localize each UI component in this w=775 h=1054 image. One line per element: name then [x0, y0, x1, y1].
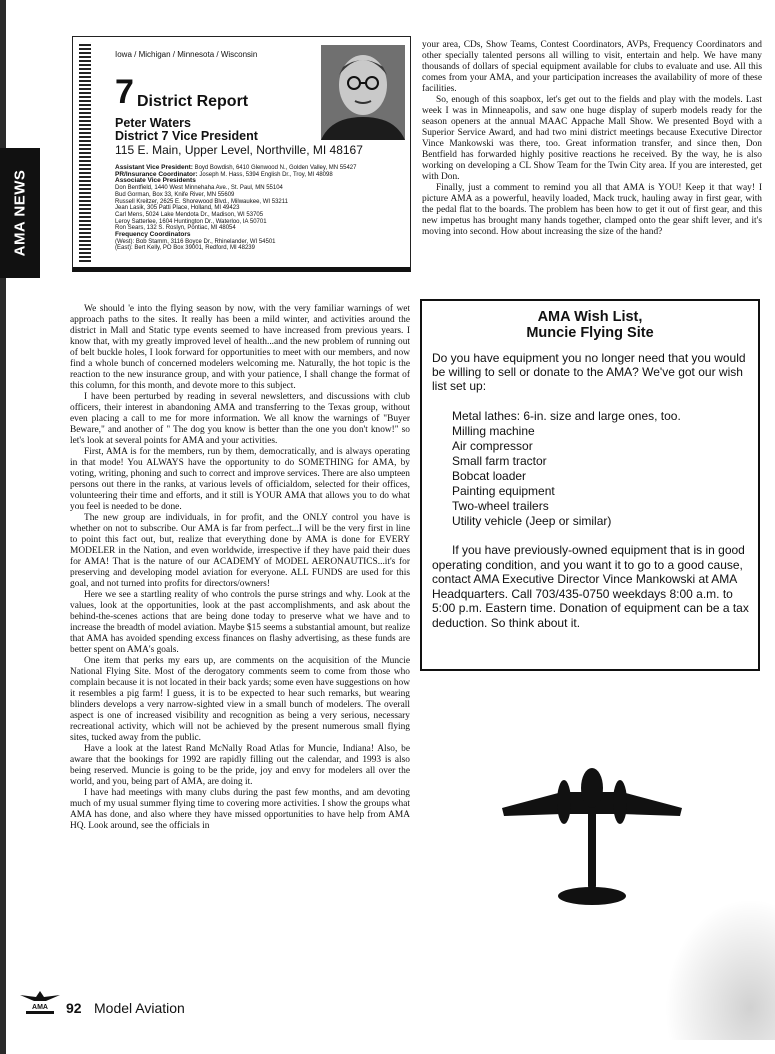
list-item: Small farm tractor: [452, 454, 547, 468]
wish-list-outro: If you have previously-owned equipment that is in good operating condition, and you want it to go to a good cause, contact AMA Executive Director Vince Mankowski at AMA Headquarters. Call 703/435-0750 weekdays 8:00 a.m. to 5:00 p.m. Eastern time. Donation of equipment can be a tax deduction. So think about it.: [432, 543, 749, 630]
paragraph: We should 'e into the flying season by now, with the very familiar warnings of wet approach paths to the sites. It really has been a mild winter, and activities around the district in Mall and Static type events seemed to have increased from previous years. I know that, with my greatly improved level of health...and the new problem of running out of belt buckle holes, I look forward for opportunities to meet with our members, and now find a whole bunch of concerned modelers welcoming me. Naturally, the hot topic is the reaction to the new insurance group, and with your patience, I shall change the format of this column, for this month, and devote more to this subject.: [70, 304, 410, 391]
list-item: Bobcat loader: [452, 469, 527, 483]
paragraph: your area, CDs, Show Teams, Contest Coordinators, AVPs, Frequency Coordinators and other specially talented persons all willing to visit, entertain and help. We have many thousands of dollars of special equipment available for clubs to evaluate and use. All this comes from your AMA, and your participation increases the availability of more of these facilities.: [422, 40, 762, 94]
paragraph: So, enough of this soapbox, let's get out to the fields and play with the models. Last week I was in Minneapolis, and saw one huge display of superb models ready for the season openers at the annual MAAC Appache Mall Show. We presented Boyd with a Superior Service Award, and had two mini district meetings because Executive Director Vince Mankowski was there, too. Great information transfer, and since then, Don Bentfield has forwarded highly positive reactions he received. By the way, he is also working on developing a CL Show Team for the Twin City area. If you are interested, get with Don.: [422, 95, 762, 182]
paragraph: Here we see a startling reality of who controls the purse strings and why. Look at the values, look at the opportunities, look at the past accomplishments, and ask about the behind-the-scenes actions that are being done today to preserve what we have and to increase the breadth of model aviation. Maybe $15 seems a substantial amount, but realize that AMA has avoided spending excess finances on flashy advertising, as these funds are better spent on AMA's goals.: [70, 590, 410, 655]
list-item: Two-wheel trailers: [452, 499, 549, 513]
associate-line: Don Bentfield, 1440 West Minnehaha Ave., St. Paul, MN 55104: [115, 185, 283, 192]
paragraph: One item that perks my ears up, are comments on the acquisition of the Muncie National Flying Site. Most of the derogatory comments seem to come from those who complain because it is not located in their back yards; some even have suggestions on how it resembles a pig farm! I guess, it is to be expected to hear such remarks, but wearing blinders develops a very narrow-sighted view in a small bunch of modelers. The overall aspect is one of increased visibility and recognition as being a very serious, necessary recreational activity, which will not be achieved by the present numerous small flying sites, tucked away from the public.: [70, 656, 410, 743]
paragraph: I have had meetings with many clubs during the past few months, and am devoting much of my usual summer flying time to covering more activities. I show the groups what AMA has done, and also where they have missed opportunities to have help from AMA HQ. Look around, see the officials in: [70, 788, 410, 831]
article-column-right: [422, 40, 762, 238]
scan-smudge: [650, 880, 775, 1040]
svg-text:AMA: AMA: [32, 1004, 48, 1011]
district-report-title: District Report: [137, 93, 249, 110]
states-line: Iowa / Michigan / Minnesota / Wisconsin: [115, 50, 258, 59]
publication-name: Model Aviation: [94, 1000, 185, 1016]
wish-list-box: [420, 299, 760, 671]
wish-list-items: [452, 409, 758, 529]
wish-list-intro: Do you have equipment you no longer need that you would be willing to sell or donate to the AMA? We've got our wish list set up:: [432, 351, 746, 393]
associate-line: Leroy Satterlee, 1604 Huntington Dr., Waterloo, IA 50701: [115, 218, 267, 225]
ama-logo: [18, 985, 62, 1015]
paragraph: First, AMA is for the members, run by them, democratically, and is always operating in that mode! You ALWAYS have the opportunity to do SOMETHING for AMA, by voting, writing, phoning and such to correct and improve services. There are also umpteen persons out there in the ranks, at various levels of officialdom, selected for their offices, volunteering their time and efforts, and it still is YOUR AMA that allows you to do what you feel is needed to be done.: [70, 447, 410, 512]
contact-list: [115, 165, 407, 252]
list-item: Milling machine: [452, 424, 535, 438]
list-item: Painting equipment: [452, 484, 555, 498]
associate-line: Jean Lasik, 305 Patti Place, Holland, MI 49423: [115, 205, 240, 212]
vp-title: District 7 Vice President: [115, 129, 258, 143]
list-item: Air compressor: [452, 439, 533, 453]
district-number: 7: [115, 73, 134, 111]
page-number: 92: [66, 1000, 82, 1016]
paragraph: Have a look at the latest Rand McNally Road Atlas for Muncie, Indiana! Also, be aware that the bookings for 1992 are rapidly filling out the calendar, and 1993 is also being reserved. Muncie is going to be the pride, joy and envy for modelers all over the world, and you, being part of AMA, are doing it.: [70, 744, 410, 787]
associate-line: Ron Sears, 132 S. Roslyn, Pontiac, MI 48054: [115, 225, 236, 232]
list-item: Utility vehicle (Jeep or similar): [452, 514, 612, 528]
frequency-line: (East): Bert Kelly, PO Box 39001, Redford, MI 48239: [115, 245, 255, 252]
vp-name: Peter Waters: [115, 116, 191, 130]
associate-line: Russell Kreitzer, 2625 E. Shorewood Blvd., Milwaukee, WI 53211: [115, 198, 288, 205]
section-tab: [0, 148, 40, 278]
section-tab-label: AMA NEWS: [11, 169, 29, 257]
associate-heading: Associate Vice Presidents: [115, 177, 196, 185]
paragraph: Finally, just a comment to remind you all that AMA is YOU! Keep it that way! I picture AMA as a powerful, heavily loaded, Mack truck, hauling away in first gear, with the pedal flat to the boards. The problem has been how to get it out of first gear, and this new impetus has brought many hands together, clamped onto the gear shift lever, and it's moving into second. How about increasing the size of the hand?: [422, 183, 762, 237]
district-header: [72, 36, 411, 272]
hatch-decoration: [79, 42, 91, 262]
contact-line: PR/Insurance Coordinator: Joseph M. Hass, 5394 English Dr., Troy, MI 48098: [115, 170, 333, 178]
wish-list-title: AMA Wish List, Muncie Flying Site: [526, 309, 654, 341]
frequency-heading: Frequency Coordinators: [115, 231, 191, 239]
list-item: Metal lathes: 6-in. size and large ones, too.: [452, 409, 681, 423]
paragraph: I have been perturbed by reading in several newsletters, and discussions with club officers, their interest in abandoning AMA and transferring to the Texas group, without even placing a call to me for more information. We all know the warnings of "Buyer Beware," and another of " The dog you know is better than the one you don't know!" so let's look at several points for AMA and your activities.: [70, 392, 410, 446]
vp-address: 115 E. Main, Upper Level, Northville, MI 48167: [115, 143, 363, 157]
frequency-line: (West): Bob Stamm, 3116 Boyce Dr., Rhinelander, WI 54501: [115, 238, 276, 245]
associate-line: Carl Mens, 5024 Lake Mendota Dr., Madison, WI 53705: [115, 211, 264, 218]
vp-portrait-photo: [321, 45, 405, 140]
paragraph: The new group are individuals, in for profit, and the ONLY control you have is whether on not to subscribe. Our AMA is far from perfect...I will be the very first in line to point this fact out, but, realize that everything done by AMA is done for EVERY MODELER in the Nation, and even worldwide, irrespective if they have paid their dues for AMA! That is the nature of our ACADEMY of MODEL AERONAUTICS...it's for preserving and developing model aviation for everyone. ALL FUNDS are used for this goal, and not turned into profits for directors/owners!: [70, 513, 410, 589]
associate-line: Bud Gorman, Box 33, Knife River, MN 55609: [115, 191, 235, 198]
vp-info: [115, 117, 258, 143]
contact-line: Assistant Vice President: Boyd Bowdish, 6410 Glenwood N., Golden Valley, MN 55427: [115, 164, 357, 171]
article-column-left: [70, 304, 410, 832]
